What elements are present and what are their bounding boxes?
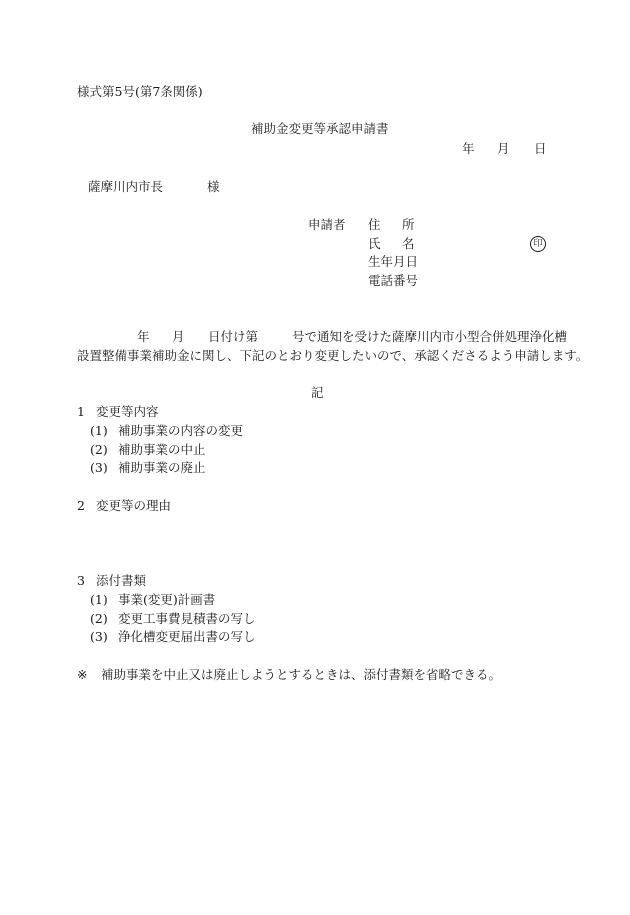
date-day-label: 日	[534, 141, 547, 156]
section-3-item-1-num: (1)	[90, 592, 108, 607]
form-number: 様式第5号(第7条関係)	[77, 84, 203, 99]
body-month: 月	[172, 329, 185, 344]
section-3-item-1-text: 事業(変更)計画書	[118, 592, 216, 607]
date-month-label: 月	[497, 141, 510, 156]
name-label-first: 氏	[368, 236, 381, 251]
birthdate-label: 生年月日	[368, 254, 419, 269]
section-1-item-1-num: (1)	[90, 423, 108, 438]
body-line1-rest: 号で通知を受けた薩摩川内市小型合併処理浄化槽	[292, 329, 568, 344]
applicant-heading: 申請者	[308, 217, 346, 232]
note-mark: ※	[77, 667, 88, 682]
section-1-item-1-text: 補助事業の内容の変更	[118, 423, 244, 438]
ki-mark: 記	[311, 385, 324, 400]
section-3-number: 3	[77, 573, 85, 588]
section-3-item-2-num: (2)	[90, 611, 108, 626]
note-text: 補助事業を中止又は廃止しようとするときは、添付書類を省略できる。	[101, 667, 502, 682]
section-2-number: 2	[77, 498, 85, 513]
address-label-second: 所	[402, 217, 415, 232]
section-3-item-3-num: (3)	[90, 629, 108, 644]
address-label-first: 住	[368, 217, 381, 232]
body-day-number: 日付け第	[208, 329, 259, 344]
body-year: 年	[137, 329, 150, 344]
date-year-label: 年	[462, 141, 475, 156]
seal-mark	[530, 236, 546, 252]
section-1-heading: 変更等内容	[96, 404, 159, 419]
seal-icon: 印	[530, 236, 546, 252]
addressee-honorific: 様	[207, 179, 220, 194]
section-1-item-2-num: (2)	[90, 442, 108, 457]
body-line2: 設置整備事業補助金に関し、下記のとおり変更したいので、承認くださるよう申請します。	[77, 348, 589, 363]
section-2-heading: 変更等の理由	[96, 498, 172, 513]
addressee-name: 薩摩川内市長	[88, 179, 164, 194]
section-1-item-3-num: (3)	[90, 460, 108, 475]
section-3-item-3-text: 浄化槽変更届出書の写し	[118, 629, 256, 644]
name-label-second: 名	[402, 236, 415, 251]
section-1-item-2-text: 補助事業の中止	[118, 442, 206, 457]
phone-label: 電話番号	[368, 273, 419, 288]
section-1-number: 1	[77, 404, 85, 419]
section-3-item-2-text: 変更工事費見積書の写し	[118, 611, 256, 626]
section-3-heading: 添付書類	[96, 573, 147, 588]
document-title: 補助金変更等承認申請書	[251, 121, 389, 136]
section-1-item-3-text: 補助事業の廃止	[118, 460, 206, 475]
